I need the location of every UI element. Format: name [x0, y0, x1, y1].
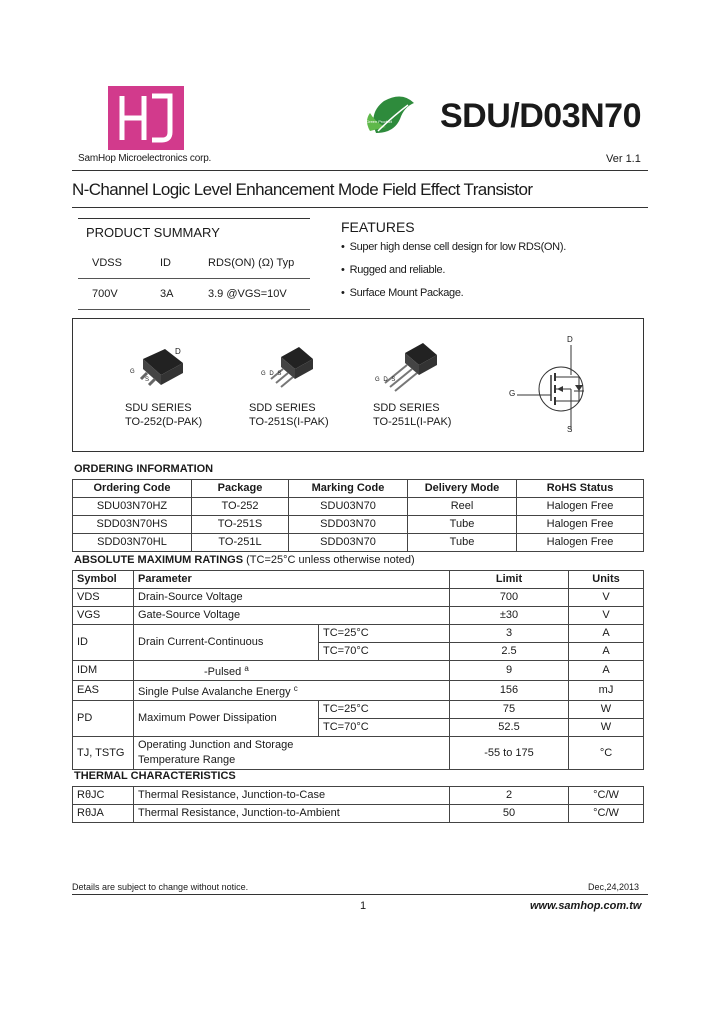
param-text: Single Pulse Avalanche Energy [138, 686, 291, 698]
abs-header-parameter: Parameter [134, 571, 450, 589]
cell-condition: TC=25°C [319, 701, 450, 719]
cell-symbol: RθJC [73, 787, 134, 805]
abs-header-symbol: Symbol [73, 571, 134, 589]
feature-item: • Surface Mount Package. [341, 285, 566, 308]
cell-marking: SDU03N70 [289, 498, 408, 516]
cell-parameter: Maximum Power Dissipation [134, 701, 319, 737]
pin-labels-gds: G D S [375, 377, 397, 383]
cell-symbol: TJ, TSTG [73, 737, 134, 770]
feature-item: • Rugged and reliable. [341, 262, 566, 285]
cell-unit: A [569, 625, 644, 643]
leaf-caption: Green Product [366, 119, 393, 124]
cell-limit: -55 to 175 [450, 737, 569, 770]
summary-top-rule [78, 218, 310, 219]
abs-max-table [72, 570, 644, 770]
param-line: Operating Junction and Storage [138, 739, 294, 751]
ordering-header-package: Package [192, 480, 289, 498]
table-row [73, 681, 644, 701]
leaf-icon [362, 93, 418, 139]
schematic-label-d: D [567, 335, 573, 344]
table-row [73, 589, 644, 607]
logo-mark-icon [108, 86, 184, 150]
cell-parameter: Drain-Source Voltage [134, 589, 450, 607]
schematic-label-g: G [509, 389, 516, 398]
cell-unit: W [569, 701, 644, 719]
footer-rule [72, 894, 648, 895]
cell-unit: V [569, 607, 644, 625]
cell-unit: mJ [569, 681, 644, 701]
schematic-label-s: S [567, 425, 573, 434]
version-label: Ver 1.1 [606, 153, 641, 165]
summary-value-vdss: 700V [92, 288, 118, 300]
cell-symbol: PD [73, 701, 134, 737]
cell-limit: 156 [450, 681, 569, 701]
cell-delivery: Tube [408, 516, 517, 534]
cell-unit: °C [569, 737, 644, 770]
cell-symbol: ID [73, 625, 134, 661]
pin-label-s: S [145, 377, 150, 383]
cell-symbol: IDM [73, 661, 134, 681]
param-text: -Pulsed [204, 666, 242, 678]
cell-rohs: Halogen Free [517, 516, 644, 534]
footer-disclaimer: Details are subject to change without notice. [72, 882, 249, 892]
cell-marking: SDD03N70 [289, 534, 408, 552]
ordering-header-delivery: Delivery Mode [408, 480, 517, 498]
ordering-table [72, 479, 644, 552]
table-row [73, 516, 644, 534]
mosfet-symbol-icon [517, 345, 597, 429]
cell-symbol: VDS [73, 589, 134, 607]
cell-parameter [134, 661, 450, 681]
summary-header-rds: RDS(ON) (Ω) Typ [208, 257, 295, 269]
table-row [73, 787, 644, 805]
features-list [341, 239, 566, 308]
pin-label-g: G [130, 369, 135, 375]
summary-header-id: ID [160, 257, 171, 269]
to252-package-icon [125, 345, 195, 395]
product-summary-table [78, 248, 310, 310]
abs-max-title-note: (TC=25°C unless otherwise noted) [246, 554, 415, 566]
cell-marking: SDD03N70 [289, 516, 408, 534]
cell-limit: 52.5 [450, 719, 569, 737]
table-row [73, 498, 644, 516]
table-row [73, 534, 644, 552]
cell-condition: TC=70°C [319, 643, 450, 661]
part-number: SDU/D03N70 [440, 97, 641, 135]
table-row [73, 737, 644, 770]
cell-parameter: Thermal Resistance, Junction-to-Ambient [134, 805, 450, 823]
cell-condition: TC=25°C [319, 625, 450, 643]
ordering-header-rohs: RoHS Status [517, 480, 644, 498]
cell-package: TO-252 [192, 498, 289, 516]
company-logo [108, 86, 184, 150]
cell-unit: V [569, 589, 644, 607]
footer-url[interactable]: www.samhop.com.tw [530, 900, 642, 912]
param-line: Temperature Range [138, 754, 236, 766]
cell-ordering-code: SDU03N70HZ [73, 498, 192, 516]
to251s-package-icon [257, 343, 327, 393]
cell-limit: 9 [450, 661, 569, 681]
cell-limit: ±30 [450, 607, 569, 625]
cell-ordering-code: SDD03N70HS [73, 516, 192, 534]
document-subtitle: N-Channel Logic Level Enhancement Mode Field Effect Transistor [72, 180, 533, 199]
cell-limit: 2 [450, 787, 569, 805]
summary-header-vdss: VDSS [92, 257, 122, 269]
cell-condition: TC=70°C [319, 719, 450, 737]
package-series: SDD SERIES [373, 402, 440, 414]
cell-package: TO-251L [192, 534, 289, 552]
abs-max-header-row [73, 571, 644, 589]
package-caption [249, 401, 329, 429]
ordering-header-code: Ordering Code [73, 480, 192, 498]
cell-symbol: RθJA [73, 805, 134, 823]
pin-labels-gds: G D S [261, 371, 283, 377]
ordering-header-marking: Marking Code [289, 480, 408, 498]
package-caption [125, 401, 202, 429]
summary-value-row [78, 279, 310, 310]
cell-parameter: Gate-Source Voltage [134, 607, 450, 625]
table-row [73, 701, 644, 719]
cell-parameter [134, 681, 450, 701]
cell-unit: A [569, 661, 644, 681]
cell-limit: 75 [450, 701, 569, 719]
package-diagram-box [72, 318, 644, 452]
product-summary-title: PRODUCT SUMMARY [86, 225, 220, 240]
package-series: SDU SERIES [125, 402, 192, 414]
ordering-header-row [73, 480, 644, 498]
thermal-title: THERMAL CHARACTERISTICS [74, 770, 236, 782]
package-caption [373, 401, 451, 429]
abs-max-title [74, 554, 415, 566]
to251l-package-icon [375, 339, 451, 395]
table-row [73, 607, 644, 625]
thermal-table [72, 786, 644, 823]
cell-unit: °C/W [569, 805, 644, 823]
cell-rohs: Halogen Free [517, 498, 644, 516]
green-product-logo [362, 93, 418, 139]
cell-parameter: Thermal Resistance, Junction-to-Case [134, 787, 450, 805]
cell-package: TO-251S [192, 516, 289, 534]
feature-item: • Super high dense cell design for low RDS(ON). [341, 239, 566, 262]
cell-unit: °C/W [569, 787, 644, 805]
cell-parameter [134, 737, 450, 770]
cell-delivery: Tube [408, 534, 517, 552]
company-name: SamHop Microelectronics corp. [78, 153, 212, 164]
cell-unit: W [569, 719, 644, 737]
cell-unit: A [569, 643, 644, 661]
cell-symbol: VGS [73, 607, 134, 625]
table-row [73, 805, 644, 823]
summary-value-id: 3A [160, 288, 174, 300]
abs-header-limit: Limit [450, 571, 569, 589]
cell-limit: 50 [450, 805, 569, 823]
abs-max-title-text: ABSOLUTE MAXIMUM RATINGS [74, 554, 244, 566]
cell-parameter: Drain Current-Continuous [134, 625, 319, 661]
cell-limit: 700 [450, 589, 569, 607]
package-type: TO-251S(I-PAK) [249, 416, 329, 428]
abs-header-units: Units [569, 571, 644, 589]
ordering-title: ORDERING INFORMATION [74, 463, 214, 475]
cell-delivery: Reel [408, 498, 517, 516]
summary-value-rds: 3.9 @VGS=10V [208, 288, 287, 300]
footnote-mark: a [244, 664, 249, 673]
subtitle-rule [72, 207, 648, 208]
cell-limit: 3 [450, 625, 569, 643]
cell-symbol: EAS [73, 681, 134, 701]
package-type: TO-252(D-PAK) [125, 416, 203, 428]
footnote-mark: c [293, 684, 298, 693]
footer-date: Dec,24,2013 [588, 882, 640, 892]
package-type: TO-251L(I-PAK) [373, 416, 452, 428]
package-series: SDD SERIES [249, 402, 316, 414]
summary-header-row [78, 248, 310, 279]
cell-limit: 2.5 [450, 643, 569, 661]
pin-label-d: D [175, 347, 181, 356]
page-number: 1 [360, 900, 367, 912]
cell-ordering-code: SDD03N70HL [73, 534, 192, 552]
table-row [73, 661, 644, 681]
header-rule [72, 170, 648, 171]
features-title: FEATURES [341, 219, 415, 235]
table-row [73, 625, 644, 643]
cell-rohs: Halogen Free [517, 534, 644, 552]
